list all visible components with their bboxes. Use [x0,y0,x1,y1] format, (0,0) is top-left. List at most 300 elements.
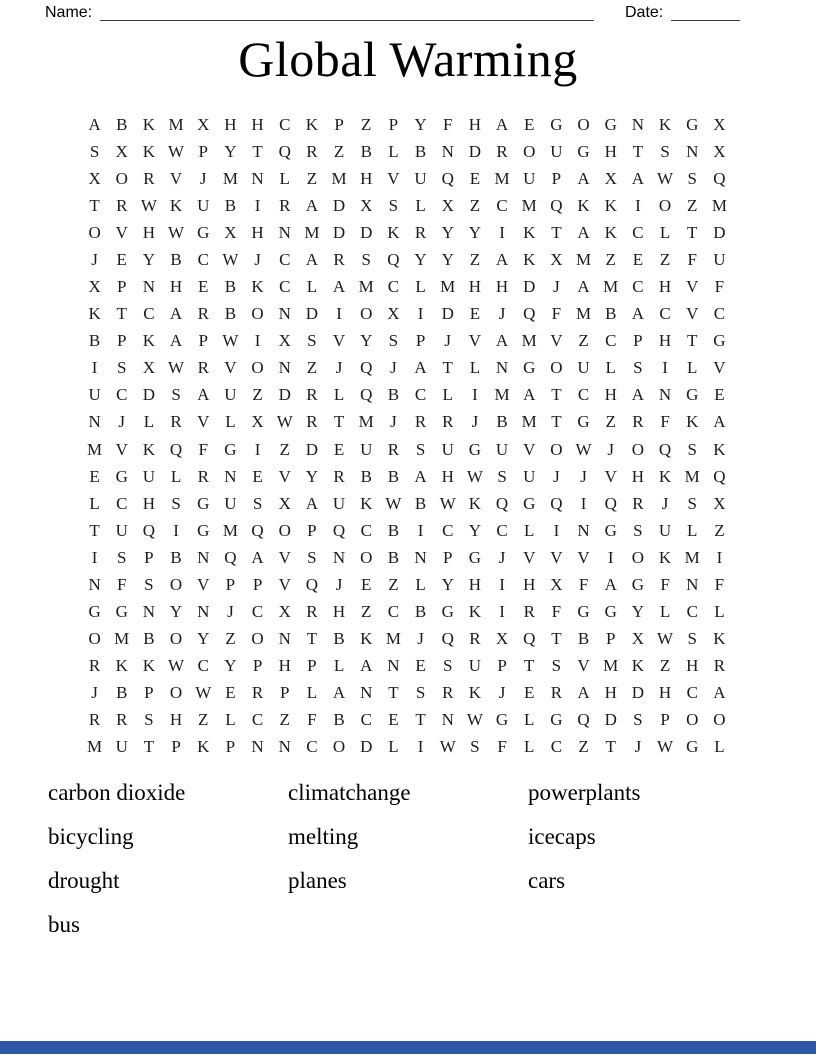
grid-letter: P [144,547,154,567]
grid-letter: S [117,358,127,378]
grid-letter: T [143,737,155,757]
grid-letter: G [686,114,699,134]
grid-letter: R [251,683,264,703]
grid-letter: C [306,737,318,757]
grid-letter: S [551,656,562,676]
grid-letter: X [360,195,373,215]
grid-letter: S [252,493,263,513]
grid-letter: H [251,222,264,242]
grid-letter: Q [142,520,156,540]
grid-letter: M [494,168,510,188]
grid-letter: B [116,683,128,703]
grid-letter: J [91,683,98,703]
grid-letter: S [633,710,643,730]
grid-letter: R [333,249,345,269]
grid-letter: L [388,737,399,757]
grid-letter: V [224,358,237,378]
grid-letter: B [414,602,427,622]
grid-letter: A [332,277,346,297]
grid-letter: V [577,547,590,567]
grid-letter: R [88,710,101,730]
grid-letter: U [441,439,454,459]
grid-letter: Y [224,656,237,676]
grid-letter: V [686,304,699,324]
name-label: Name: [45,4,93,21]
grid-letter: C [632,277,644,297]
grid-letter: K [305,114,319,134]
grid-letter: W [657,737,674,757]
grid-letter: I [91,547,98,567]
grid-letter: L [333,656,345,676]
grid-letter: S [117,547,127,567]
grid-letter: D [713,222,726,242]
grid-letter: J [227,602,234,622]
grid-letter: W [140,195,157,215]
grid-letter: W [439,737,456,757]
grid-letter: A [414,466,427,486]
grid-letter: A [88,114,101,134]
grid-letter: L [687,520,698,540]
grid-letter: X [604,168,617,188]
grid-letter: O [251,304,264,324]
grid-letter: F [660,412,670,432]
grid-letter: N [278,304,291,324]
grid-letter: A [577,683,590,703]
grid-letter: B [333,710,345,730]
grid-letter: Q [523,629,536,649]
grid-letter: G [197,520,210,540]
grid-letter: E [333,439,345,459]
grid-letter: Y [197,629,210,649]
grid-letter: H [468,277,482,297]
grid-letter: A [251,547,264,567]
grid-letter: S [687,168,697,188]
grid-letter: A [169,331,183,351]
grid-letter: X [550,574,563,594]
grid-letter: A [495,114,509,134]
grid-letter: T [632,141,644,161]
grid-letter: N [197,547,210,567]
grid-letter: W [575,439,592,459]
grid-letter: U [577,358,590,378]
grid-letter: L [469,358,481,378]
name-blank-line [100,4,594,21]
grid-letter: D [332,222,346,242]
grid-letter: Z [225,629,236,649]
grid-letter: L [524,710,535,730]
grid-letter: W [466,710,483,730]
grid-letter: J [254,249,261,269]
grid-letter: J [553,277,560,297]
word-bank-item: planes [288,868,347,893]
grid-letter: Z [659,249,671,269]
grid-letter: Y [305,466,319,486]
grid-letter: R [713,656,726,676]
grid-letter: N [414,547,427,567]
grid-letter: X [197,114,210,134]
grid-letter: E [469,168,481,188]
grid-letter: L [306,277,318,297]
grid-letter: I [336,304,342,324]
grid-letter: Z [306,168,318,188]
grid-letter: J [498,304,506,324]
grid-letter: B [605,304,617,324]
grid-letter: Z [279,439,290,459]
grid-letter: L [279,168,290,188]
grid-letter: V [713,358,726,378]
grid-letter: J [335,358,343,378]
grid-letter: P [606,629,616,649]
grid-letter: U [414,168,427,188]
grid-letter: I [553,520,560,540]
grid-letter: T [415,710,426,730]
grid-letter: E [361,574,372,594]
grid-letter: I [254,331,261,351]
grid-letter: M [385,629,401,649]
grid-letter: S [687,493,697,513]
grid-letter: U [88,385,101,405]
grid-letter: B [360,466,372,486]
grid-letter: K [142,439,156,459]
grid-letter: O [88,629,101,649]
grid-letter: C [577,385,590,405]
grid-letter: U [224,493,237,513]
grid-letter: H [142,493,156,513]
grid-letter: Y [414,114,427,134]
grid-letter: N [686,141,699,161]
grid-letter: P [144,683,154,703]
grid-letter: O [550,439,563,459]
footer-accent-bar [0,1041,816,1054]
word-bank-item: cars [528,868,566,893]
grid-letter: M [304,222,320,242]
grid-letter: T [551,222,562,242]
grid-letter: Y [441,574,454,594]
grid-letter: C [251,602,264,622]
grid-letter: P [117,277,127,297]
grid-letter: B [143,629,155,649]
grid-letter: M [358,277,374,297]
grid-letter: T [89,520,100,540]
grid-letter: W [276,412,293,432]
grid-letter: C [360,520,372,540]
grid-letter: K [658,466,672,486]
grid-letter: M [576,304,592,324]
grid-letter: N [495,358,509,378]
grid-letter: I [173,520,179,540]
grid-letter: G [577,141,590,161]
grid-letter: F [660,574,670,594]
grid-letter: F [551,304,562,324]
grid-letter: O [631,547,645,567]
grid-letter: C [143,304,155,324]
grid-letter: W [439,493,456,513]
grid-letter: V [197,412,210,432]
grid-letter: N [360,683,373,703]
grid-letter: D [360,737,373,757]
grid-letter: R [333,466,345,486]
grid-letter: L [659,222,671,242]
grid-letter: T [687,222,698,242]
grid-letter: B [387,466,400,486]
grid-letter: Z [578,331,589,351]
grid-letter: S [415,439,426,459]
grid-letter: V [332,331,346,351]
grid-letter: O [169,683,183,703]
grid-letter: R [496,141,508,161]
grid-letter: S [660,141,670,161]
grid-letter: C [197,249,209,269]
grid-letter: U [523,168,536,188]
grid-letter: A [713,412,726,432]
grid-letter: M [684,466,700,486]
grid-letter: Q [332,520,346,540]
grid-letter: L [524,520,535,540]
grid-letter: R [442,683,454,703]
grid-letter: U [658,520,672,540]
grid-letter: W [168,656,185,676]
grid-letter: T [306,629,318,649]
grid-letter: X [550,249,563,269]
grid-letter: F [551,602,562,622]
word-bank-item: powerplants [528,780,641,805]
grid-letter: D [631,683,645,703]
grid-letter: X [387,304,400,324]
grid-letter: B [224,195,237,215]
grid-letter: T [524,656,535,676]
grid-letter: N [88,574,101,594]
grid-letter: P [171,737,181,757]
grid-letter: W [385,493,402,513]
grid-letter: U [197,195,210,215]
grid-letter: Y [631,602,645,622]
grid-letter: R [414,412,427,432]
grid-letter: Q [713,466,726,486]
grid-letter: G [577,602,590,622]
grid-letter: Q [305,574,319,594]
grid-letter: S [144,574,154,594]
grid-letter: K [142,331,156,351]
grid-letter: I [254,195,261,215]
grid-letter: R [306,412,318,432]
grid-letter: L [442,385,453,405]
grid-letter: H [658,277,672,297]
grid-letter: R [197,304,209,324]
grid-letter: W [222,249,239,269]
grid-letter: M [87,439,103,459]
grid-letter: R [279,195,291,215]
grid-letter: N [278,358,291,378]
grid-letter: B [414,141,427,161]
grid-letter: K [658,114,672,134]
grid-letter: Y [441,249,454,269]
grid-letter: P [198,141,208,161]
grid-letter: B [170,547,182,567]
grid-letter: S [144,710,154,730]
grid-letter: H [251,114,264,134]
grid-letter: G [686,737,699,757]
grid-letter: C [360,710,372,730]
grid-letter: P [307,520,317,540]
grid-letter: B [333,629,345,649]
grid-letter: O [251,629,264,649]
grid-letter: X [713,493,726,513]
grid-letter: G [523,493,536,513]
grid-letter: Z [659,656,671,676]
grid-letter: R [632,493,644,513]
grid-letter: R [143,168,155,188]
grid-letter: S [633,520,643,540]
grid-letter: A [713,683,726,703]
grid-letter: G [468,439,482,459]
grid-letter: T [551,385,562,405]
grid-letter: R [469,629,481,649]
grid-letter: D [441,304,454,324]
grid-letter: K [360,493,373,513]
grid-letter: L [333,385,345,405]
grid-letter: N [142,277,156,297]
grid-letter: V [604,466,617,486]
grid-letter: R [632,412,644,432]
grid-letter: A [577,222,590,242]
grid-letter: Z [578,737,589,757]
grid-letter: G [713,331,726,351]
grid-letter: I [580,493,587,513]
grid-letter: N [631,114,645,134]
grid-letter: B [577,629,590,649]
grid-letter: U [495,439,509,459]
grid-letter: T [89,195,100,215]
grid-letter: O [278,520,291,540]
grid-letter: N [88,412,101,432]
grid-letter: W [168,358,185,378]
grid-letter: N [251,737,264,757]
grid-letter: X [495,629,509,649]
grid-letter: Q [441,629,454,649]
grid-letter: V [278,547,291,567]
grid-letter: H [604,141,617,161]
grid-letter: C [686,683,698,703]
grid-letter: P [443,547,453,567]
grid-letter: W [222,331,239,351]
grid-letter: S [687,629,697,649]
grid-letter: J [444,331,452,351]
grid-letter: U [468,656,482,676]
grid-letter: Y [468,222,482,242]
grid-letter: Y [468,520,482,540]
grid-letter: I [417,304,424,324]
grid-letter: O [360,304,373,324]
grid-letter: Z [361,114,372,134]
grid-letter: F [714,277,725,297]
word-bank-item: bicycling [48,824,134,849]
grid-letter: G [604,602,617,622]
grid-letter: K [604,222,617,242]
grid-letter: G [604,114,617,134]
grid-letter: M [222,520,238,540]
grid-letter: H [468,114,482,134]
grid-letter: B [360,141,372,161]
grid-letter: E [415,656,426,676]
grid-letter: N [278,222,291,242]
grid-letter: L [524,737,535,757]
grid-letter: G [686,385,699,405]
grid-letter: O [332,737,346,757]
grid-letter: K [631,656,645,676]
grid-letter: U [224,385,237,405]
grid-letter: Z [469,195,481,215]
grid-letter: V [387,168,400,188]
grid-letter: O [251,358,264,378]
grid-letter: X [142,358,156,378]
grid-letter: Y [142,249,156,269]
grid-letter: E [469,304,481,324]
grid-letter: L [170,466,182,486]
grid-letter: C [632,222,644,242]
grid-letter: N [278,629,291,649]
grid-letter: I [607,547,614,567]
grid-letter: L [143,412,155,432]
grid-letter: K [360,629,373,649]
grid-letter: V [523,547,536,567]
grid-letter: A [495,331,509,351]
grid-letter: J [553,466,560,486]
grid-letter: G [577,412,590,432]
grid-letter: X [713,114,726,134]
grid-letter: J [498,683,506,703]
grid-letter: H [686,656,699,676]
grid-letter: K [115,656,128,676]
grid-letter: M [576,249,592,269]
grid-letter: E [714,385,725,405]
grid-letter: D [360,222,373,242]
grid-letter: D [278,385,291,405]
grid-letter: J [661,493,669,513]
grid-letter: V [169,168,183,188]
grid-letter: B [496,412,508,432]
grid-letter: P [117,331,127,351]
grid-letter: L [306,683,318,703]
grid-letter: H [441,466,454,486]
grid-letter: M [222,168,238,188]
grid-letter: X [278,602,291,622]
grid-letter: F [117,574,127,594]
grid-letter: I [91,358,98,378]
grid-letter: R [306,141,318,161]
grid-letter: X [224,222,237,242]
grid-letter: G [224,439,237,459]
grid-letter: G [115,602,128,622]
grid-letter: N [224,466,237,486]
word-bank-item: bus [48,912,80,937]
grid-letter: K [658,547,672,567]
grid-letter: U [523,466,536,486]
grid-letter: H [224,114,237,134]
grid-letter: P [225,574,236,594]
grid-letter: W [168,141,185,161]
grid-letter: H [604,683,617,703]
grid-letter: V [197,574,210,594]
grid-letter: A [197,385,210,405]
grid-letter: L [415,277,426,297]
grid-letter: H [360,168,373,188]
grid-letter: G [468,547,482,567]
grid-letter: O [658,195,672,215]
grid-letter: T [388,683,399,703]
grid-letter: F [687,249,697,269]
grid-letter: I [254,439,261,459]
word-bank-column [528,771,640,903]
